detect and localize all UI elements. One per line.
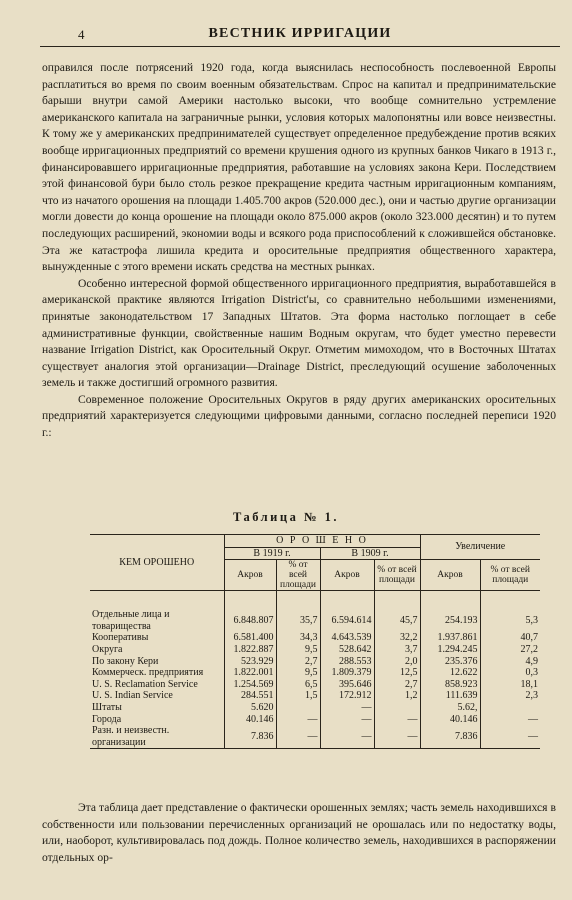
page-header [40, 24, 560, 47]
cell-ainc: 235.376 [420, 656, 480, 668]
cell-p1909: 2,7 [374, 679, 420, 691]
col-pct-1909: % от всей площади [374, 560, 420, 591]
table-row [90, 714, 540, 726]
table-row [90, 609, 540, 632]
cell-a1919: 40.146 [224, 714, 276, 726]
cell-p1919: 34,3 [276, 632, 320, 644]
row-label: Отдельные лица и товарищества [92, 609, 170, 632]
cell-p1909 [374, 702, 420, 714]
table-row [90, 725, 540, 749]
cell-a1919: 6.581.400 [224, 632, 276, 644]
cell-ainc: 7.836 [420, 725, 480, 749]
row-label: По закону Кери [92, 655, 159, 667]
cell-ainc: 12.622 [420, 667, 480, 679]
col-acres-1909: Акров [320, 560, 374, 591]
cell-ainc: 858.923 [420, 679, 480, 691]
cell-ainc: 1.294.245 [420, 644, 480, 656]
group-irrigated-header: О Р О Ш Е Н О [224, 535, 420, 548]
cell-pinc: — [480, 714, 540, 726]
paragraph-2: Особенно интересной формой общественного ирригационного предприятия, выработавшейся в американской практике являются Irrigation District'ы, со сравнительно небольшими изменениями, принятые законодательством 17 Западных Штатов. Эта форма настолько поглощает в себе административные функции, свойственные нашим Водным округам, что будет уместно перевести название Irrigation District, как Оросительный Округ. Отметим мимоходом, что в Восточных Штатах существует аналогия этой организации—Drainage District, преследующий осушение заболоченных земель и также достигший огромного развития. [42, 276, 556, 390]
cell-pinc: 5,3 [480, 609, 540, 632]
cell-pinc [480, 702, 540, 714]
table-row [90, 679, 540, 691]
cell-a1909: 1.809.379 [320, 667, 374, 679]
cell-ainc: 254.193 [420, 609, 480, 632]
cell-p1919: 9,5 [276, 644, 320, 656]
footer-text [42, 800, 556, 866]
cell-ainc: 40.146 [420, 714, 480, 726]
cell-a1919: 6.848.807 [224, 609, 276, 632]
row-label: Коммерческ. предприятия [92, 667, 204, 679]
cell-p1909: 2,0 [374, 656, 420, 668]
cell-a1919: 1.822.001 [224, 667, 276, 679]
row-label: U. S. Indian Service [92, 690, 173, 702]
group-increase-header: Увеличение [420, 535, 540, 560]
cell-a1909: 395.646 [320, 679, 374, 691]
cell-p1909: 3,7 [374, 644, 420, 656]
cell-a1909: — [320, 702, 374, 714]
cell-a1919: 523.929 [224, 656, 276, 668]
cell-p1919: 1,5 [276, 690, 320, 702]
row-label: U. S. Reclamation Service [92, 678, 198, 690]
page-number: 4 [78, 27, 85, 42]
table-row [90, 702, 540, 714]
cell-pinc: 4,9 [480, 656, 540, 668]
cell-p1909: 12,5 [374, 667, 420, 679]
cell-a1909: 6.594.614 [320, 609, 374, 632]
col-pct-inc: % от всей площади [480, 560, 540, 591]
table-row [90, 690, 540, 702]
table-body [90, 591, 540, 749]
cell-p1909: 32,2 [374, 632, 420, 644]
cell-a1919: 284.551 [224, 690, 276, 702]
cell-ainc: 111.639 [420, 690, 480, 702]
cell-pinc: 27,2 [480, 644, 540, 656]
col-acres-inc: Акров [420, 560, 480, 591]
cell-a1909: 528.642 [320, 644, 374, 656]
row-label: Города [92, 713, 122, 725]
cell-a1909: 172.912 [320, 690, 374, 702]
cell-a1919: 1.254.569 [224, 679, 276, 691]
row-label: Кооперативы [92, 632, 149, 644]
row-label: Штаты [92, 701, 122, 713]
cell-p1909: 1,2 [374, 690, 420, 702]
row-label: Разн. и неизвестн. организации [90, 725, 224, 749]
cell-pinc: 40,7 [480, 632, 540, 644]
cell-a1909: 288.553 [320, 656, 374, 668]
cell-pinc: 0,3 [480, 667, 540, 679]
cell-p1919: 2,7 [276, 656, 320, 668]
row-label: Округа [92, 643, 123, 655]
table-row [90, 667, 540, 679]
cell-pinc: 2,3 [480, 690, 540, 702]
paragraph-3: Современное положение Оросительных Округов в ряду других американских оросительных предприятий характеризуется следующими цифровыми данными, согласно последней переписи 1920 г.: [42, 392, 556, 440]
cell-p1919: — [276, 714, 320, 726]
col-pct-1919: % от всей площади [276, 560, 320, 591]
cell-p1919 [276, 702, 320, 714]
cell-p1909: — [374, 714, 420, 726]
col-who-header: КЕМ ОРОШЕНО [90, 535, 224, 591]
table-title: Таблица № 1. [232, 510, 340, 524]
cell-p1919: 9,5 [276, 667, 320, 679]
year-1919-header: В 1919 г. [224, 547, 320, 560]
cell-a1909: 4.643.539 [320, 632, 374, 644]
body-text [42, 60, 556, 442]
table-row [90, 656, 540, 668]
cell-ainc: 5.62, [420, 702, 480, 714]
cell-a1919: 7.836 [224, 725, 276, 749]
cell-p1909: 45,7 [374, 609, 420, 632]
table-row [90, 644, 540, 656]
cell-p1909: — [374, 725, 420, 749]
cell-ainc: 1.937.861 [420, 632, 480, 644]
cell-a1909: — [320, 714, 374, 726]
cell-p1919: 6,5 [276, 679, 320, 691]
journal-title: ВЕСТНИК ИРРИГАЦИИ [208, 26, 392, 41]
cell-pinc: 18,1 [480, 679, 540, 691]
cell-a1909: — [320, 725, 374, 749]
cell-pinc: — [480, 725, 540, 749]
cell-p1919: 35,7 [276, 609, 320, 632]
col-acres-1919: Акров [224, 560, 276, 591]
irrigation-table [90, 534, 540, 749]
table-row [90, 632, 540, 644]
cell-p1919: — [276, 725, 320, 749]
cell-a1919: 1.822.887 [224, 644, 276, 656]
cell-a1919: 5.620 [224, 702, 276, 714]
paragraph-4: Эта таблица дает представление о фактически орошенных землях; часть земель находившихся в собственности или пользовании перечисленных организаций не орошалась или по недостатку воды, или, наоборот, культивировалась под дождь. Полное количество земель, находившихся в распоряжении отдельных ор- [42, 801, 556, 864]
year-1909-header: В 1909 г. [320, 547, 420, 560]
paragraph-1: оправился после потрясений 1920 года, когда выяснилась неспособность послевоенной Европы расплатиться во время по своим военным обязательствам. Спрос на капитал и предпринимательские барыши внутри самой Америки настолько высоки, что вообще сомнительно устремление американского капитала на заграничные рынки, условия которых малопонятны или вовсе неизвестны. К тому же у американских предпринимателей существует определенное предубеждение против всяких вообще ирригационных предприятий со времени крушения одного из крупных банков Чикаго в 1913 г., финансировавшего ирригационные предприятия, работавшие на условиях закона Кери. Последствием этой финансовой бури было столь резкое прекращение кредита частным ирригационным компаниям, что из начатого орошения на площади 1.405.700 акров (520.000 дес.), они и частью другие организации могли довести до конца орошение на площади около 875.000 акров (около 323.000 десятин) и то путем последующих расширений, экономии воды и всякого рода приспособлений к сложившейся обстановке. Эта же катастрофа лишила кредита и оросительные предприятия общественного характера, вынужденные с этого времени искать средства на местных рынках. [42, 61, 556, 274]
